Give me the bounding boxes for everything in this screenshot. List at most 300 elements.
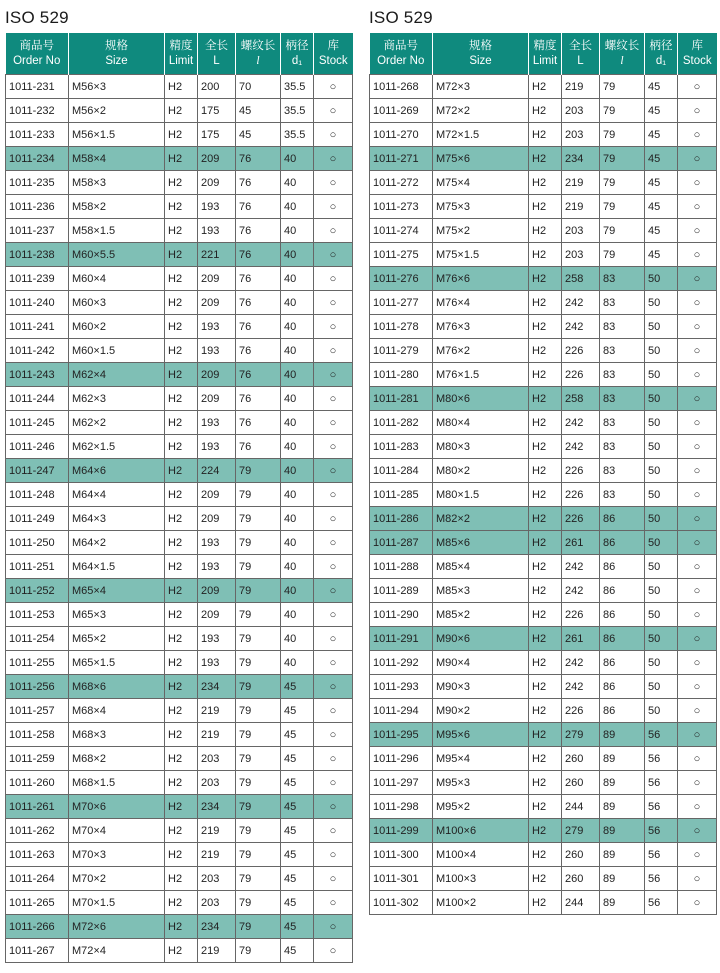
cell-thread-length: 79 <box>236 627 281 651</box>
cell-stock: ○ <box>678 651 717 675</box>
cell-order-no: 1011-246 <box>6 435 69 459</box>
table-row <box>6 915 353 939</box>
cell-stock: ○ <box>314 243 353 267</box>
cell-stock: ○ <box>314 675 353 699</box>
cell-order-no: 1011-237 <box>6 219 69 243</box>
cell-size: M70×2 <box>69 867 165 891</box>
cell-order-no: 1011-231 <box>6 75 69 99</box>
cell-order-no: 1011-239 <box>6 267 69 291</box>
cell-length: 234 <box>198 795 236 819</box>
cell-shank-diameter: 50 <box>645 627 678 651</box>
cell-stock: ○ <box>678 315 717 339</box>
cell-length: 219 <box>562 171 600 195</box>
cell-thread-length: 76 <box>236 387 281 411</box>
cell-size: M56×1.5 <box>69 123 165 147</box>
cell-thread-length: 76 <box>236 339 281 363</box>
cell-length: 203 <box>198 891 236 915</box>
table-row <box>6 339 353 363</box>
cell-order-no: 1011-300 <box>370 843 433 867</box>
cell-limit: H2 <box>165 795 198 819</box>
cell-stock: ○ <box>314 819 353 843</box>
cell-shank-diameter: 45 <box>281 723 314 747</box>
table-row <box>6 843 353 867</box>
cell-size: M56×3 <box>69 75 165 99</box>
cell-stock: ○ <box>678 99 717 123</box>
table-row <box>370 603 717 627</box>
cell-stock: ○ <box>314 651 353 675</box>
cell-length: 209 <box>198 291 236 315</box>
cell-stock: ○ <box>314 411 353 435</box>
cell-thread-length: 89 <box>600 795 645 819</box>
cell-length: 261 <box>562 627 600 651</box>
cell-order-no: 1011-252 <box>6 579 69 603</box>
cell-limit: H2 <box>529 243 562 267</box>
cell-order-no: 1011-264 <box>6 867 69 891</box>
cell-order-no: 1011-257 <box>6 699 69 723</box>
cell-thread-length: 86 <box>600 555 645 579</box>
table-row <box>6 651 353 675</box>
cell-shank-diameter: 45 <box>281 675 314 699</box>
cell-length: 242 <box>562 651 600 675</box>
cell-size: M75×2 <box>433 219 529 243</box>
spec-table-right <box>369 33 717 915</box>
cell-shank-diameter: 50 <box>645 579 678 603</box>
cell-thread-length: 79 <box>236 819 281 843</box>
cell-thread-length: 76 <box>236 363 281 387</box>
cell-limit: H2 <box>529 603 562 627</box>
cell-shank-diameter: 50 <box>645 603 678 627</box>
cell-order-no: 1011-253 <box>6 603 69 627</box>
cell-limit: H2 <box>529 315 562 339</box>
cell-shank-diameter: 40 <box>281 243 314 267</box>
header-order: 商品号 Order No <box>6 33 69 75</box>
cell-limit: H2 <box>529 411 562 435</box>
cell-order-no: 1011-235 <box>6 171 69 195</box>
cell-order-no: 1011-272 <box>370 171 433 195</box>
cell-thread-length: 83 <box>600 459 645 483</box>
cell-shank-diameter: 56 <box>645 795 678 819</box>
panel-title: ISO 529 <box>369 8 433 27</box>
cell-shank-diameter: 50 <box>645 699 678 723</box>
cell-stock: ○ <box>678 219 717 243</box>
cell-thread-length: 83 <box>600 315 645 339</box>
cell-length: 203 <box>198 747 236 771</box>
cell-limit: H2 <box>165 699 198 723</box>
cell-stock: ○ <box>314 915 353 939</box>
table-row <box>6 435 353 459</box>
cell-limit: H2 <box>165 315 198 339</box>
cell-shank-diameter: 50 <box>645 387 678 411</box>
cell-length: 193 <box>198 555 236 579</box>
table-row <box>6 771 353 795</box>
table-row <box>370 771 717 795</box>
cell-size: M76×1.5 <box>433 363 529 387</box>
cell-size: M76×2 <box>433 339 529 363</box>
cell-limit: H2 <box>529 75 562 99</box>
cell-thread-length: 45 <box>236 99 281 123</box>
cell-limit: H2 <box>165 555 198 579</box>
header-stock: 库 Stock <box>314 33 353 75</box>
cell-size: M58×2 <box>69 195 165 219</box>
table-row <box>6 123 353 147</box>
cell-size: M75×4 <box>433 171 529 195</box>
cell-size: M72×6 <box>69 915 165 939</box>
cell-length: 226 <box>562 699 600 723</box>
cell-order-no: 1011-293 <box>370 675 433 699</box>
cell-stock: ○ <box>678 723 717 747</box>
cell-size: M68×3 <box>69 723 165 747</box>
cell-limit: H2 <box>529 291 562 315</box>
cell-thread-length: 76 <box>236 411 281 435</box>
cell-limit: H2 <box>529 507 562 531</box>
cell-stock: ○ <box>678 459 717 483</box>
cell-stock: ○ <box>678 435 717 459</box>
cell-shank-diameter: 45 <box>281 843 314 867</box>
header-size: 规格 Size <box>69 33 165 75</box>
cell-limit: H2 <box>529 363 562 387</box>
cell-stock: ○ <box>678 531 717 555</box>
cell-stock: ○ <box>314 339 353 363</box>
cell-order-no: 1011-254 <box>6 627 69 651</box>
cell-length: 209 <box>198 363 236 387</box>
cell-limit: H2 <box>165 603 198 627</box>
cell-stock: ○ <box>314 723 353 747</box>
cell-limit: H2 <box>529 267 562 291</box>
cell-shank-diameter: 50 <box>645 483 678 507</box>
cell-size: M70×4 <box>69 819 165 843</box>
cell-size: M65×1.5 <box>69 651 165 675</box>
cell-stock: ○ <box>678 147 717 171</box>
cell-order-no: 1011-266 <box>6 915 69 939</box>
cell-stock: ○ <box>314 747 353 771</box>
cell-limit: H2 <box>529 699 562 723</box>
cell-stock: ○ <box>314 147 353 171</box>
cell-stock: ○ <box>678 675 717 699</box>
cell-limit: H2 <box>165 819 198 843</box>
cell-size: M64×3 <box>69 507 165 531</box>
cell-order-no: 1011-268 <box>370 75 433 99</box>
cell-order-no: 1011-285 <box>370 483 433 507</box>
cell-order-no: 1011-302 <box>370 891 433 915</box>
cell-order-no: 1011-233 <box>6 123 69 147</box>
cell-stock: ○ <box>314 459 353 483</box>
table-row <box>370 291 717 315</box>
cell-shank-diameter: 50 <box>645 507 678 531</box>
cell-order-no: 1011-273 <box>370 195 433 219</box>
cell-length: 193 <box>198 651 236 675</box>
table-row <box>6 147 353 171</box>
cell-size: M65×3 <box>69 603 165 627</box>
cell-size: M68×6 <box>69 675 165 699</box>
cell-length: 193 <box>198 627 236 651</box>
cell-stock: ○ <box>314 939 353 963</box>
cell-shank-diameter: 40 <box>281 507 314 531</box>
cell-size: M100×6 <box>433 819 529 843</box>
cell-length: 209 <box>198 387 236 411</box>
cell-shank-diameter: 50 <box>645 339 678 363</box>
cell-thread-length: 79 <box>600 219 645 243</box>
cell-length: 203 <box>562 243 600 267</box>
cell-stock: ○ <box>678 771 717 795</box>
cell-thread-length: 86 <box>600 579 645 603</box>
cell-size: M62×1.5 <box>69 435 165 459</box>
cell-stock: ○ <box>678 819 717 843</box>
cell-length: 258 <box>562 267 600 291</box>
cell-size: M80×3 <box>433 435 529 459</box>
cell-shank-diameter: 50 <box>645 411 678 435</box>
cell-length: 193 <box>198 435 236 459</box>
table-row <box>6 699 353 723</box>
cell-length: 175 <box>198 123 236 147</box>
cell-order-no: 1011-292 <box>370 651 433 675</box>
cell-length: 258 <box>562 387 600 411</box>
cell-order-no: 1011-275 <box>370 243 433 267</box>
cell-size: M64×1.5 <box>69 555 165 579</box>
cell-stock: ○ <box>678 243 717 267</box>
cell-thread-length: 79 <box>236 891 281 915</box>
header-limit: 精度 Limit <box>165 33 198 75</box>
cell-limit: H2 <box>529 795 562 819</box>
cell-stock: ○ <box>314 843 353 867</box>
cell-length: 242 <box>562 675 600 699</box>
cell-order-no: 1011-276 <box>370 267 433 291</box>
cell-order-no: 1011-289 <box>370 579 433 603</box>
cell-limit: H2 <box>165 771 198 795</box>
header-length: 全长 L <box>198 33 236 75</box>
cell-limit: H2 <box>165 723 198 747</box>
cell-shank-diameter: 45 <box>645 147 678 171</box>
cell-shank-diameter: 40 <box>281 627 314 651</box>
cell-length: 261 <box>562 531 600 555</box>
cell-thread-length: 79 <box>600 147 645 171</box>
cell-limit: H2 <box>529 579 562 603</box>
cell-limit: H2 <box>529 435 562 459</box>
cell-limit: H2 <box>165 435 198 459</box>
cell-thread-length: 79 <box>600 171 645 195</box>
cell-shank-diameter: 40 <box>281 651 314 675</box>
cell-limit: H2 <box>165 651 198 675</box>
cell-size: M70×3 <box>69 843 165 867</box>
table-row <box>370 219 717 243</box>
cell-stock: ○ <box>314 387 353 411</box>
cell-stock: ○ <box>678 411 717 435</box>
cell-thread-length: 79 <box>236 507 281 531</box>
cell-order-no: 1011-283 <box>370 435 433 459</box>
cell-thread-length: 79 <box>236 795 281 819</box>
header-order: 商品号 Order No <box>370 33 433 75</box>
table-row <box>6 579 353 603</box>
cell-shank-diameter: 45 <box>281 771 314 795</box>
cell-stock: ○ <box>314 315 353 339</box>
cell-order-no: 1011-287 <box>370 531 433 555</box>
cell-stock: ○ <box>678 123 717 147</box>
cell-stock: ○ <box>314 795 353 819</box>
cell-shank-diameter: 45 <box>645 171 678 195</box>
cell-limit: H2 <box>165 483 198 507</box>
header-shank: 柄径 d₁ <box>645 33 678 75</box>
cell-size: M100×4 <box>433 843 529 867</box>
cell-shank-diameter: 56 <box>645 771 678 795</box>
table-row <box>370 867 717 891</box>
cell-limit: H2 <box>165 843 198 867</box>
cell-thread-length: 89 <box>600 867 645 891</box>
cell-length: 260 <box>562 747 600 771</box>
cell-stock: ○ <box>314 627 353 651</box>
table-row <box>370 171 717 195</box>
cell-order-no: 1011-267 <box>6 939 69 963</box>
cell-limit: H2 <box>529 531 562 555</box>
table-row <box>6 603 353 627</box>
cell-length: 209 <box>198 147 236 171</box>
cell-thread-length: 83 <box>600 363 645 387</box>
cell-stock: ○ <box>678 387 717 411</box>
cell-length: 260 <box>562 771 600 795</box>
cell-size: M95×4 <box>433 747 529 771</box>
cell-shank-diameter: 45 <box>281 699 314 723</box>
cell-length: 209 <box>198 267 236 291</box>
cell-shank-diameter: 40 <box>281 483 314 507</box>
cell-thread-length: 79 <box>236 651 281 675</box>
cell-limit: H2 <box>529 891 562 915</box>
cell-size: M80×2 <box>433 459 529 483</box>
cell-limit: H2 <box>165 939 198 963</box>
cell-shank-diameter: 56 <box>645 867 678 891</box>
cell-order-no: 1011-296 <box>370 747 433 771</box>
cell-stock: ○ <box>314 123 353 147</box>
cell-thread-length: 79 <box>236 867 281 891</box>
table-row <box>370 99 717 123</box>
cell-size: M76×3 <box>433 315 529 339</box>
cell-thread-length: 83 <box>600 267 645 291</box>
cell-length: 226 <box>562 603 600 627</box>
cell-limit: H2 <box>529 867 562 891</box>
cell-order-no: 1011-299 <box>370 819 433 843</box>
cell-size: M80×1.5 <box>433 483 529 507</box>
table-row <box>6 267 353 291</box>
cell-size: M72×4 <box>69 939 165 963</box>
cell-order-no: 1011-249 <box>6 507 69 531</box>
cell-length: 203 <box>562 123 600 147</box>
cell-shank-diameter: 56 <box>645 843 678 867</box>
table-row <box>6 531 353 555</box>
cell-thread-length: 83 <box>600 411 645 435</box>
cell-stock: ○ <box>314 891 353 915</box>
cell-order-no: 1011-256 <box>6 675 69 699</box>
cell-shank-diameter: 40 <box>281 603 314 627</box>
cell-length: 226 <box>562 507 600 531</box>
cell-size: M80×6 <box>433 387 529 411</box>
cell-size: M100×2 <box>433 891 529 915</box>
cell-shank-diameter: 45 <box>645 195 678 219</box>
cell-limit: H2 <box>165 75 198 99</box>
cell-thread-length: 79 <box>236 579 281 603</box>
header-stock: 库 Stock <box>678 33 717 75</box>
table-row <box>6 675 353 699</box>
cell-limit: H2 <box>165 867 198 891</box>
cell-length: 279 <box>562 723 600 747</box>
cell-size: M68×1.5 <box>69 771 165 795</box>
table-row <box>6 723 353 747</box>
cell-length: 203 <box>562 219 600 243</box>
cell-shank-diameter: 45 <box>281 939 314 963</box>
cell-shank-diameter: 50 <box>645 531 678 555</box>
cell-length: 226 <box>562 363 600 387</box>
cell-thread-length: 79 <box>236 723 281 747</box>
cell-shank-diameter: 40 <box>281 387 314 411</box>
cell-length: 219 <box>198 939 236 963</box>
cell-stock: ○ <box>314 75 353 99</box>
cell-length: 193 <box>198 411 236 435</box>
cell-thread-length: 89 <box>600 747 645 771</box>
cell-thread-length: 76 <box>236 315 281 339</box>
table-row <box>370 819 717 843</box>
cell-length: 203 <box>198 867 236 891</box>
cell-order-no: 1011-279 <box>370 339 433 363</box>
cell-limit: H2 <box>529 387 562 411</box>
cell-length: 242 <box>562 555 600 579</box>
cell-order-no: 1011-288 <box>370 555 433 579</box>
cell-thread-length: 83 <box>600 339 645 363</box>
cell-limit: H2 <box>529 771 562 795</box>
header-size: 规格 Size <box>433 33 529 75</box>
cell-limit: H2 <box>529 555 562 579</box>
table-row <box>6 75 353 99</box>
cell-shank-diameter: 40 <box>281 411 314 435</box>
cell-thread-length: 83 <box>600 387 645 411</box>
header-thread-length: 螺纹长 l <box>236 33 281 75</box>
cell-limit: H2 <box>529 483 562 507</box>
cell-limit: H2 <box>529 339 562 363</box>
cell-length: 209 <box>198 603 236 627</box>
cell-shank-diameter: 40 <box>281 315 314 339</box>
cell-stock: ○ <box>314 291 353 315</box>
cell-shank-diameter: 45 <box>645 75 678 99</box>
cell-size: M85×2 <box>433 603 529 627</box>
cell-limit: H2 <box>529 675 562 699</box>
cell-stock: ○ <box>678 75 717 99</box>
cell-length: 242 <box>562 291 600 315</box>
cell-order-no: 1011-258 <box>6 723 69 747</box>
cell-thread-length: 89 <box>600 723 645 747</box>
cell-thread-length: 76 <box>236 435 281 459</box>
cell-shank-diameter: 40 <box>281 579 314 603</box>
table-row <box>6 891 353 915</box>
cell-order-no: 1011-238 <box>6 243 69 267</box>
cell-limit: H2 <box>165 243 198 267</box>
cell-order-no: 1011-242 <box>6 339 69 363</box>
cell-shank-diameter: 45 <box>281 891 314 915</box>
cell-length: 234 <box>198 915 236 939</box>
table-row <box>6 483 353 507</box>
cell-thread-length: 79 <box>236 459 281 483</box>
cell-length: 219 <box>198 699 236 723</box>
table-row <box>370 555 717 579</box>
cell-size: M60×1.5 <box>69 339 165 363</box>
cell-stock: ○ <box>314 195 353 219</box>
cell-limit: H2 <box>165 171 198 195</box>
cell-limit: H2 <box>165 747 198 771</box>
cell-order-no: 1011-294 <box>370 699 433 723</box>
cell-limit: H2 <box>165 915 198 939</box>
cell-stock: ○ <box>678 195 717 219</box>
cell-length: 260 <box>562 843 600 867</box>
cell-stock: ○ <box>314 579 353 603</box>
cell-size: M64×4 <box>69 483 165 507</box>
cell-length: 244 <box>562 891 600 915</box>
cell-thread-length: 79 <box>236 603 281 627</box>
cell-stock: ○ <box>314 507 353 531</box>
cell-thread-length: 79 <box>600 99 645 123</box>
